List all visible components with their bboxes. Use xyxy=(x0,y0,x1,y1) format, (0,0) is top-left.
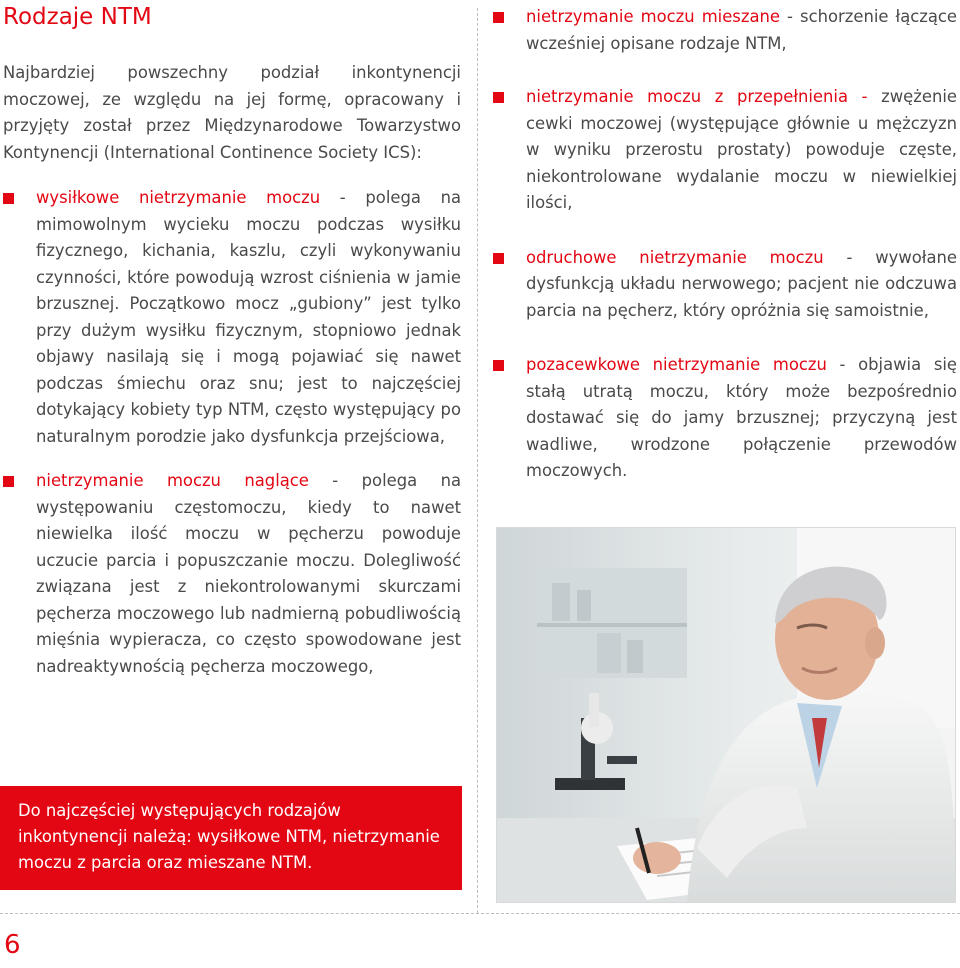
item-text: - schorzenie łączące wcześniej opisane rodzaje NTM, xyxy=(526,7,958,53)
item-term: nietrzymanie moczu mieszane xyxy=(526,7,780,26)
page-number: 6 xyxy=(4,930,21,960)
square-bullet-icon xyxy=(3,476,14,487)
intro-paragraph: Najbardziej powszechny podział inkontynencji moczowej, ze względu na jej formę, opracowany i przyjęty został przez Międzynarodowe Towarzystwo Kontynencji (International Continence Society ICS): xyxy=(3,63,461,162)
square-bullet-icon xyxy=(493,253,504,264)
square-bullet-icon xyxy=(3,193,14,204)
list-item-mixed-incontinence xyxy=(493,4,957,57)
item-term: nietrzymanie moczu z przepełnienia - xyxy=(526,87,868,106)
item-term: nietrzymanie moczu naglące xyxy=(36,471,309,490)
item-text: - objawia się stałą utratą moczu, który może bezpośrednio dostawać się do jamy brzusznej; przyczyną jest wadliwe, wrodzone połączenie przewodów moczowych. xyxy=(526,355,957,480)
list-item-stress-incontinence xyxy=(3,185,461,450)
summary-callout: Do najczęściej występujących rodzajów inkontynencji należą: wysiłkowe NTM, nietrzymanie moczu z parcia oraz mieszane NTM. xyxy=(0,786,462,890)
item-term: wysiłkowe nietrzymanie moczu xyxy=(36,188,321,207)
column-divider xyxy=(477,8,478,913)
square-bullet-icon xyxy=(493,92,504,103)
footer-divider xyxy=(0,913,960,914)
item-term: pozacewkowe nietrzymanie moczu xyxy=(526,355,827,374)
list-item-extraurethral-incontinence xyxy=(493,352,957,485)
list-item-reflex-incontinence xyxy=(493,245,957,325)
square-bullet-icon xyxy=(493,12,504,23)
list-item-overflow-incontinence xyxy=(493,84,957,217)
item-text: - polega na występowaniu częstomoczu, kiedy to nawet niewielka ilość moczu w pęcherzu powoduje uczucie parcia i popuszczanie moczu. Dolegliwość związana jest z niekontrolowanymi skurczami pęcherza moczowego lub nadmierną pobudliwością mięśnia wypieracza, co często spowodowane jest nadreaktywnością pęcherza moczowego, xyxy=(36,471,461,676)
right-column xyxy=(493,4,957,485)
square-bullet-icon xyxy=(493,360,504,371)
item-text: zwężenie cewki moczowej (występujące głównie u mężczyzn w wyniku przerostu prostaty) powoduje częste, niekontrolowane wydalanie moczu w niewielkiej ilości, xyxy=(526,87,957,212)
left-column xyxy=(3,60,461,680)
list-item-urge-incontinence xyxy=(3,468,461,680)
page-title: Rodzaje NTM xyxy=(3,4,152,30)
item-text: - wywołane dysfunkcją układu nerwowego; pacjent nie odczuwa parcia na pęcherz, który opróżnia się samoistnie, xyxy=(526,247,957,320)
item-term: odruchowe nietrzymanie moczu xyxy=(526,247,824,267)
item-text: - polega na mimowolnym wycieku moczu podczas wysiłku fizycznego, kichania, kaszlu, czyli wykonywaniu czynności, które powodują wzrost ciśnienia w jamie brzusznej. Początkowo mocz „gubiony” jest tylko przy dużym wysiłku fizycznym, stopniowo jednak objawy nasilają się i mogą pojawiać się nawet podczas śmiechu oraz snu; jest to najczęściej dotykający kobiety typ NTM, często występujący po naturalnym porodzie jako dysfunkcja przejściowa, xyxy=(36,188,461,446)
doctor-photo xyxy=(496,527,956,903)
